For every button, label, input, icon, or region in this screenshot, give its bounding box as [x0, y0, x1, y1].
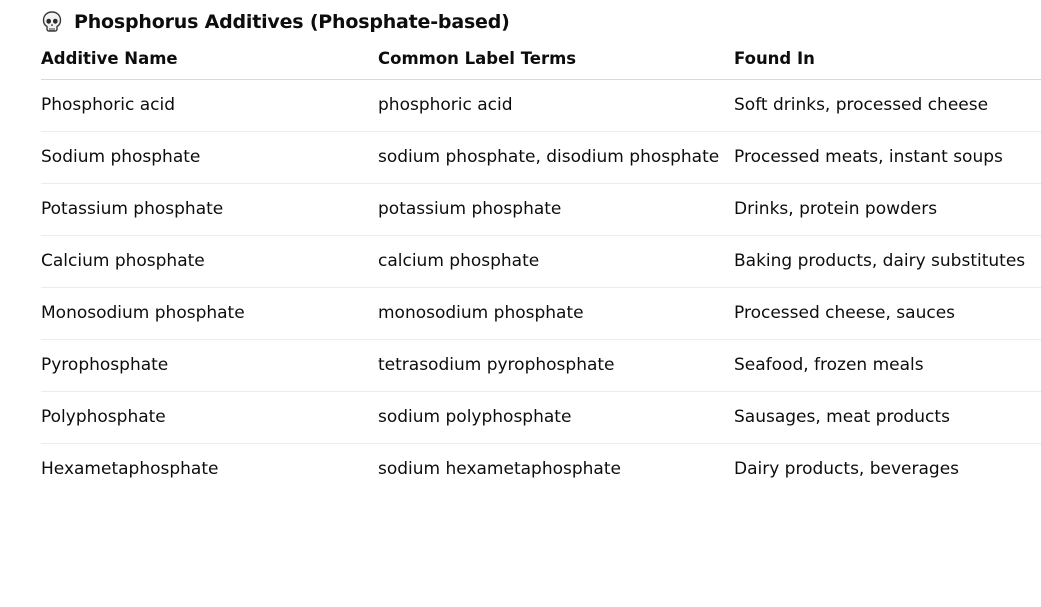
- table-row: [41, 236, 1041, 288]
- column-header-common-label-terms: Common Label Terms: [378, 37, 734, 80]
- cell-text: Processed cheese, sauces: [734, 303, 956, 323]
- column-header-found-in: Found In: [734, 37, 1041, 80]
- cell-text: Drinks, protein powders: [734, 199, 938, 219]
- label-terms-cell: [378, 392, 734, 444]
- additive-name-cell: [41, 184, 378, 236]
- cell-text: sodium polyphosphate: [378, 407, 572, 427]
- found-in-cell: [734, 288, 1041, 340]
- found-in-cell: [734, 132, 1041, 184]
- cell-text: potassium phosphate: [378, 199, 562, 219]
- section-heading: [41, 7, 1041, 37]
- found-in-cell: [734, 80, 1041, 132]
- additive-name-cell: [41, 132, 378, 184]
- table-header-row: [41, 37, 1041, 80]
- table-row: [41, 444, 1041, 496]
- table-row: [41, 80, 1041, 132]
- table-row: [41, 288, 1041, 340]
- found-in-cell: [734, 236, 1041, 288]
- cell-text: Sausages, meat products: [734, 407, 950, 427]
- additive-name-cell: [41, 392, 378, 444]
- additive-name-cell: [41, 236, 378, 288]
- label-terms-cell: [378, 80, 734, 132]
- found-in-cell: [734, 184, 1041, 236]
- cell-text: Dairy products, beverages: [734, 459, 960, 479]
- column-header-additive-name: Additive Name: [41, 37, 378, 80]
- cell-text: Sodium phosphate: [41, 147, 201, 167]
- label-terms-cell: [378, 444, 734, 496]
- table-row: [41, 392, 1041, 444]
- cell-text: sodium phosphate, disodium phosphate: [378, 147, 720, 167]
- cell-text: Phosphoric acid: [41, 95, 175, 115]
- table-row: [41, 184, 1041, 236]
- cell-text: Soft drinks, processed cheese: [734, 95, 989, 115]
- cell-text: sodium hexametaphosphate: [378, 459, 621, 479]
- additive-name-cell: [41, 80, 378, 132]
- skull-emoji-icon: [40, 10, 64, 34]
- cell-text: Seafood, frozen meals: [734, 355, 924, 375]
- table-row: [41, 340, 1041, 392]
- cell-text: Baking products, dairy substitutes: [734, 251, 1026, 271]
- found-in-cell: [734, 392, 1041, 444]
- label-terms-cell: [378, 340, 734, 392]
- label-terms-cell: [378, 184, 734, 236]
- cell-text: Polyphosphate: [41, 407, 166, 427]
- label-terms-cell: [378, 288, 734, 340]
- cell-text: phosphoric acid: [378, 95, 513, 115]
- found-in-cell: [734, 444, 1041, 496]
- additive-name-cell: [41, 340, 378, 392]
- additives-table: [41, 37, 1041, 495]
- table-row: [41, 132, 1041, 184]
- cell-text: monosodium phosphate: [378, 303, 584, 323]
- cell-text: Pyrophosphate: [41, 355, 169, 375]
- cell-text: Potassium phosphate: [41, 199, 224, 219]
- cell-text: Processed meats, instant soups: [734, 147, 1003, 167]
- label-terms-cell: [378, 236, 734, 288]
- found-in-cell: [734, 340, 1041, 392]
- cell-text: calcium phosphate: [378, 251, 540, 271]
- additive-name-cell: [41, 444, 378, 496]
- cell-text: Calcium phosphate: [41, 251, 205, 271]
- cell-text: Hexametaphosphate: [41, 459, 219, 479]
- label-terms-cell: [378, 132, 734, 184]
- cell-text: Monosodium phosphate: [41, 303, 245, 323]
- cell-text: tetrasodium pyrophosphate: [378, 355, 615, 375]
- section-title: Phosphorus Additives (Phosphate-based): [74, 11, 510, 33]
- additive-name-cell: [41, 288, 378, 340]
